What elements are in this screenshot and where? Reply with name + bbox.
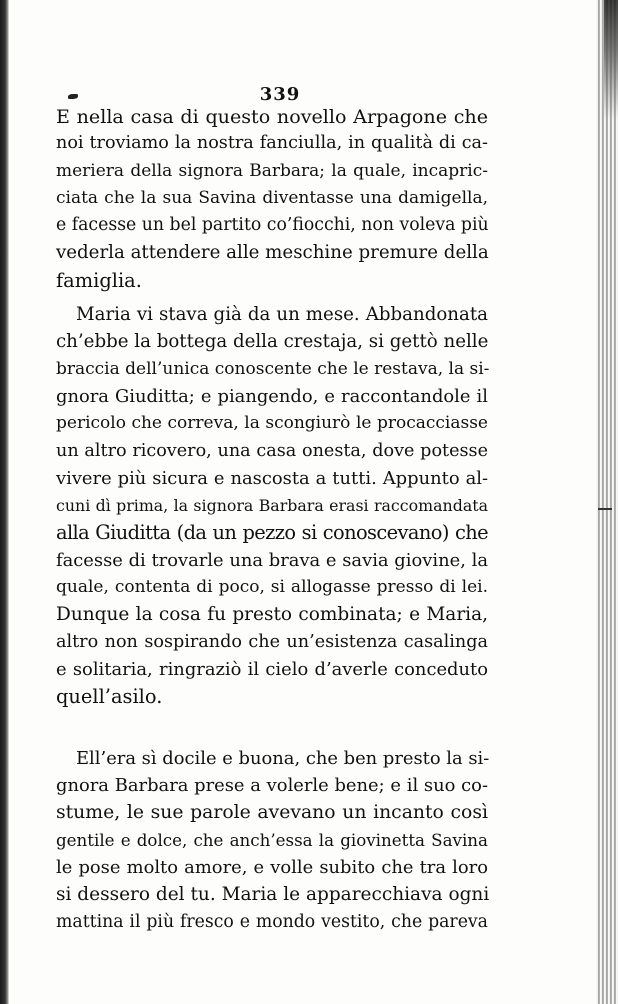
text-line: un altro ricovero, una casa onesta, dove potesse — [56, 440, 488, 461]
text-line: cuni dì prima, la signora Barbara erasi raccomandata — [56, 496, 488, 516]
text-line — [56, 711, 488, 738]
paragraph — [56, 301, 488, 738]
text-line: Maria vi stava già da un mese. Abbandonata — [76, 304, 488, 326]
page-stack-shadow — [604, 0, 618, 120]
text-line: le pose molto amore, e volle subito che tra loro — [56, 857, 488, 879]
text-line: gnora Giuditta; e piangendo, e raccontandole il — [56, 385, 488, 407]
text-line: e facesse un bel partito co’fiocchi, non voleva più — [56, 215, 489, 236]
text-line: facesse di trovarle una brava e savia giovine, la — [56, 549, 488, 571]
text-line: stume, le sue parole avevano un incanto così — [56, 802, 488, 824]
text-line: e solitaria, ringraziò il cielo d’averle conceduto — [56, 658, 488, 680]
text-line: quale, contenta di poco, si allogasse presso di lei. — [56, 577, 488, 598]
text-line: pericolo che correva, la scongiurò le procacciasse — [56, 413, 488, 434]
paragraph — [56, 103, 488, 294]
text-line: mattina il più fresco e mondo vestito, che pareva — [56, 911, 488, 932]
text-line: ciata che la sua Savina diventasse una damigella, — [56, 187, 488, 208]
text-line: gnora Barbara prese a volerle bene; e il suo co- — [56, 775, 488, 797]
text-line: ch’ebbe la bottega della crestaja, si gettò nelle — [56, 331, 489, 353]
text-line: braccia dell’unica conoscente che le restava, la si- — [56, 358, 490, 379]
text-line: noi troviamo la nostra fanciulla, in qualità di ca- — [56, 133, 488, 154]
text-line: vederla attendere alle meschine premure della — [56, 242, 489, 264]
text-line: E nella casa di questo novello Arpagone che — [56, 105, 488, 128]
page-number: 339 — [259, 84, 301, 105]
text-line: quell’asilo. — [56, 685, 163, 709]
binding-edge — [0, 0, 9, 1004]
text-line: famiglia. — [56, 268, 142, 292]
page-stack-edge — [596, 0, 618, 1004]
text-line: Ell’era sì docile e buona, che ben presto la si- — [76, 747, 490, 769]
text-line: altro non sospirando che un’esistenza casalinga — [56, 631, 488, 652]
text-line: gentile e dolce, che anch’essa la giovinetta Savina — [56, 829, 488, 850]
text-line: Dunque la cosa fu presto combinata; e Maria, — [56, 604, 488, 626]
text-line: meriera della signora Barbara; la quale, incapric- — [56, 160, 488, 181]
edge-mark — [598, 508, 612, 510]
paragraph — [56, 745, 488, 936]
text-line: alla Giuditta (da un pezzo si conoscevano) che — [56, 521, 488, 545]
text-line: vivere più sicura e nascosta a tutti. Appunto al- — [56, 467, 488, 489]
text-line: si dessero del tu. Maria le apparecchiava ogni — [56, 884, 490, 906]
body-text — [56, 103, 488, 936]
